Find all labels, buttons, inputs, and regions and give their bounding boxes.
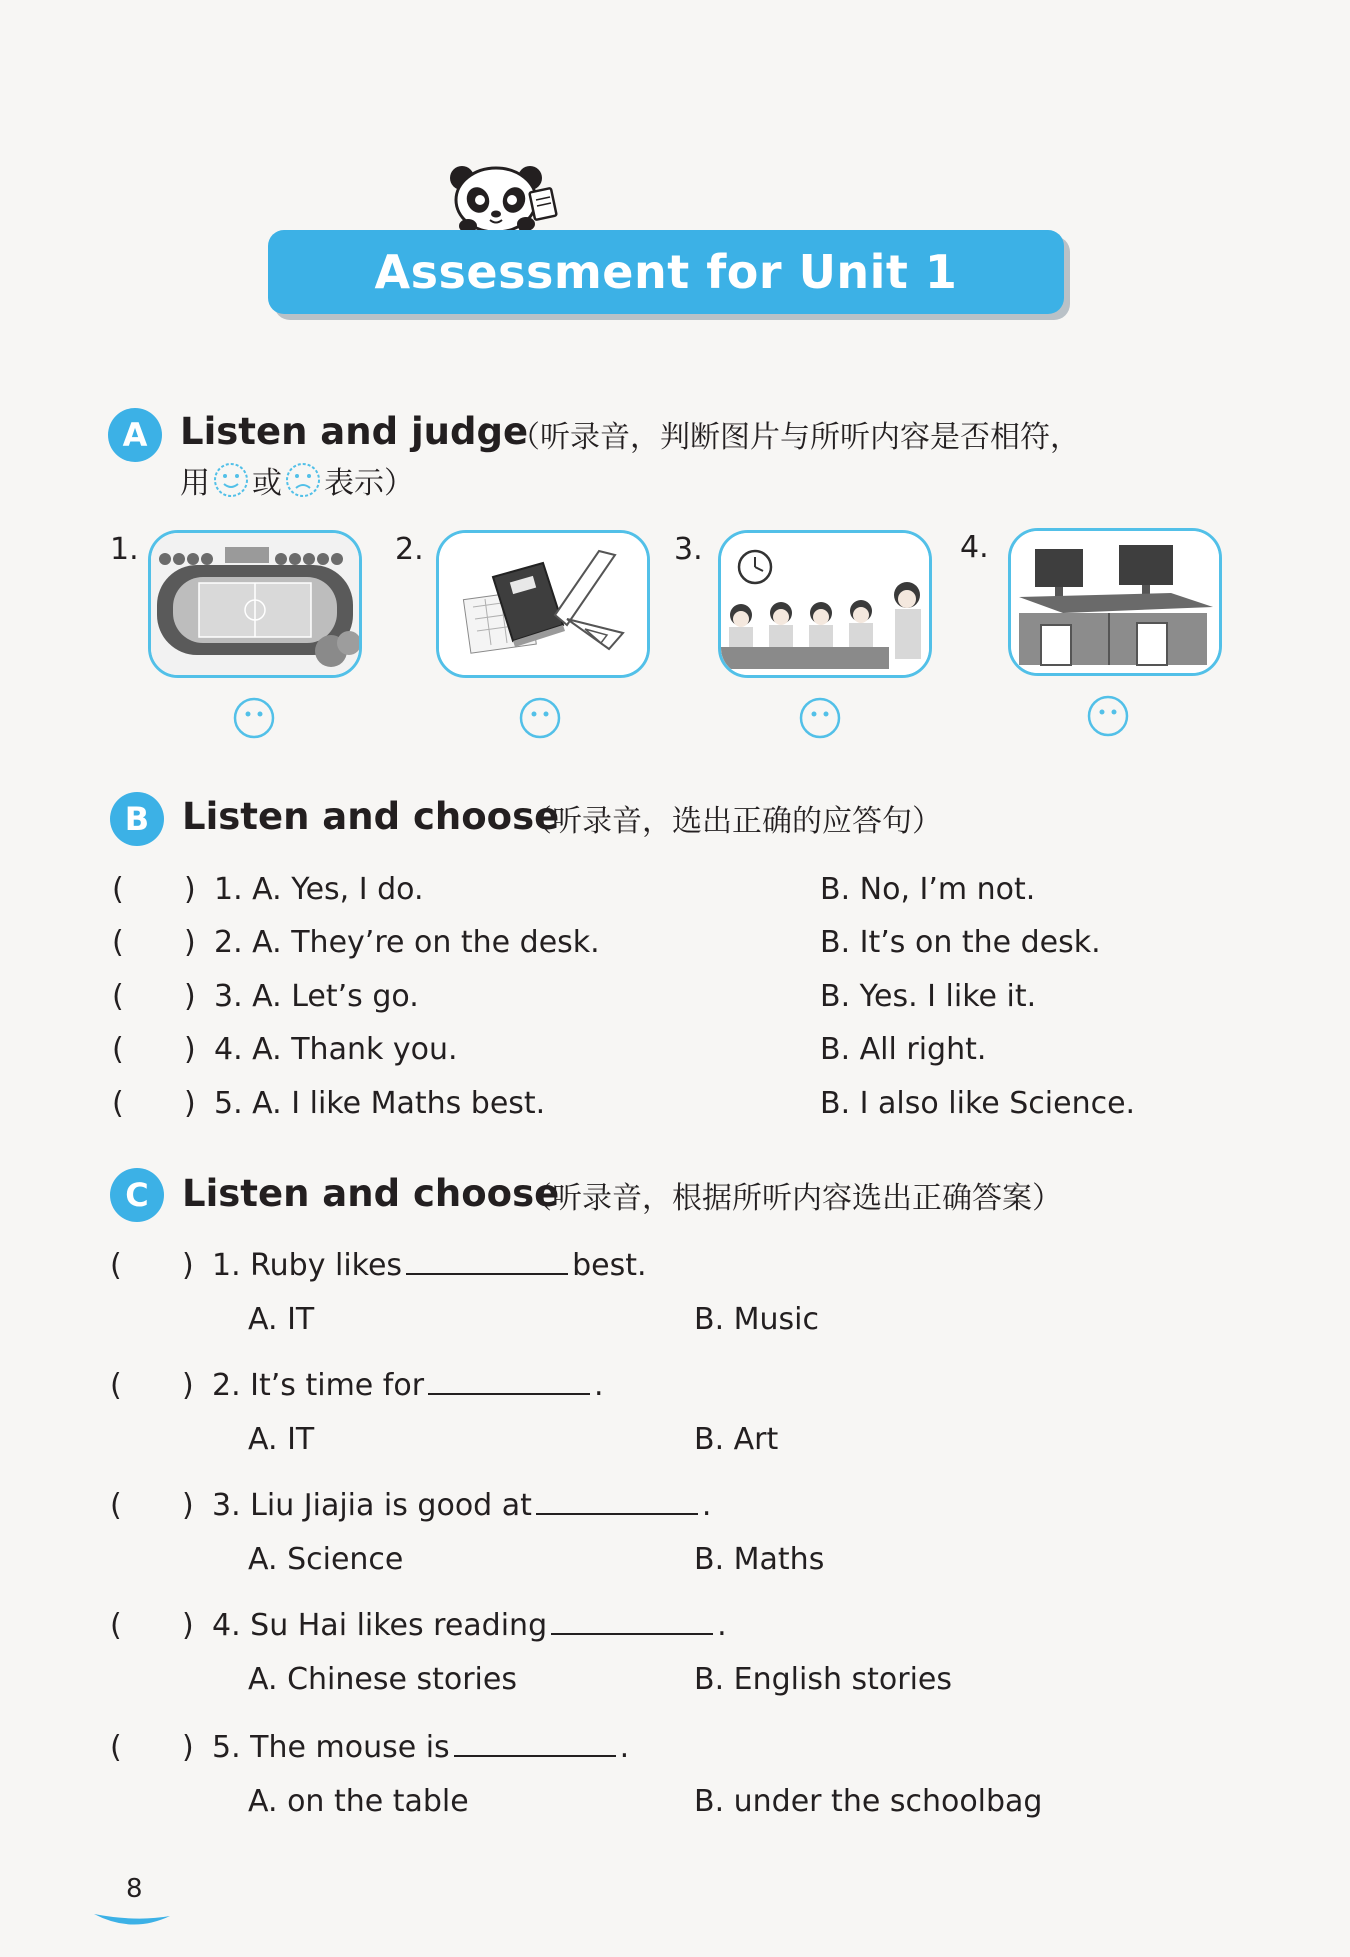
smiley-happy-icon — [212, 461, 250, 499]
question-stem — [212, 1248, 647, 1283]
title-banner — [268, 230, 1064, 314]
answer-blank — [536, 1489, 698, 1515]
answer-smiley-icon[interactable] — [1086, 694, 1130, 738]
section-c-badge: C — [110, 1168, 164, 1222]
section-a-instruction-line1: （听录音，判断图片与所听内容是否相符， — [510, 420, 1080, 455]
question-option-a: 3. A. Let’s go. — [214, 979, 419, 1014]
answer-smiley-icon[interactable] — [518, 696, 562, 740]
question-option-a: 1. A. Yes, I do. — [214, 872, 424, 907]
answer-paren-open[interactable]: ( — [110, 1488, 122, 1523]
question-stem — [212, 1608, 727, 1643]
answer-paren-close: ) — [182, 1368, 194, 1403]
answer-blank — [551, 1609, 713, 1635]
instruction-text-prefix: 用 — [180, 466, 210, 501]
computer-room-picture — [1008, 528, 1222, 676]
question-option-b: B. I also like Science. — [820, 1086, 1136, 1121]
option-b: B. Music — [694, 1302, 820, 1337]
answer-paren-open[interactable]: ( — [112, 872, 124, 907]
question-option-b: B. Yes. I like it. — [820, 979, 1037, 1014]
answer-paren-close: ) — [182, 1730, 194, 1765]
answer-blank — [428, 1369, 590, 1395]
question-stem — [212, 1368, 604, 1403]
book-and-rulers-picture — [436, 530, 650, 678]
section-c-instruction: （听录音，根据所听内容选出正确答案） — [522, 1181, 1062, 1216]
answer-smiley-icon[interactable] — [232, 696, 276, 740]
item-number: 3. — [674, 532, 703, 567]
option-b: B. Art — [694, 1422, 779, 1457]
question-option-a: 2. A. They’re on the desk. — [214, 925, 600, 960]
option-a: A. IT — [248, 1302, 315, 1337]
instruction-text-suffix: 表示） — [324, 466, 414, 501]
option-b: B. English stories — [694, 1662, 953, 1697]
question-stem-text: 1. Ruby likes — [212, 1248, 403, 1283]
page-number-swoosh-icon — [92, 1906, 172, 1930]
page-title: Assessment for Unit 1 — [374, 245, 958, 299]
answer-paren-open[interactable]: ( — [112, 979, 124, 1014]
answer-paren-close: ) — [184, 925, 196, 960]
question-stem-text: 3. Liu Jiajia is good at — [212, 1488, 532, 1523]
question-option-a: 4. A. Thank you. — [214, 1032, 458, 1067]
section-b-badge: B — [110, 792, 164, 846]
question-stem-text: 4. Su Hai likes reading — [212, 1608, 548, 1643]
question-stem-ending: . — [701, 1488, 712, 1523]
answer-paren-close: ) — [184, 979, 196, 1014]
answer-paren-open[interactable]: ( — [110, 1730, 122, 1765]
question-stem-ending: . — [717, 1608, 727, 1643]
smiley-sad-icon — [284, 461, 322, 499]
question-option-a: 5. A. I like Maths best. — [214, 1086, 546, 1121]
question-stem-ending: . — [619, 1730, 630, 1765]
section-a-badge: A — [108, 408, 162, 462]
question-stem-text: 5. The mouse is — [212, 1730, 450, 1765]
option-a: A. IT — [248, 1422, 315, 1457]
section-c-title: Listen and choose — [182, 1172, 560, 1215]
option-b: B. under the schoolbag — [694, 1784, 1043, 1819]
sports-field-picture — [148, 530, 362, 678]
option-a: A. Chinese stories — [248, 1662, 517, 1697]
section-b-instruction: （听录音，选出正确的应答句） — [522, 804, 942, 839]
instruction-text-or: 或 — [252, 466, 282, 501]
item-number: 2. — [395, 532, 424, 567]
option-a: A. on the table — [248, 1784, 469, 1819]
answer-paren-close: ) — [184, 1032, 196, 1067]
answer-blank — [406, 1249, 568, 1275]
answer-blank — [454, 1731, 616, 1757]
classroom-picture — [718, 530, 932, 678]
question-stem-ending: . — [594, 1368, 604, 1403]
section-b-title: Listen and choose — [182, 795, 560, 838]
answer-paren-close: ) — [184, 1086, 196, 1121]
answer-paren-close: ) — [182, 1248, 194, 1283]
answer-paren-open[interactable]: ( — [110, 1248, 122, 1283]
item-number: 1. — [110, 532, 139, 567]
question-stem-ending: best. — [572, 1248, 647, 1283]
item-number: 4. — [960, 530, 989, 565]
option-b: B. Maths — [694, 1542, 825, 1577]
question-stem-text: 2. It’s time for — [212, 1368, 425, 1403]
section-a-title: Listen and judge — [180, 410, 529, 453]
section-a-instruction-line2 — [180, 458, 414, 502]
answer-paren-close: ) — [182, 1608, 194, 1643]
question-stem — [212, 1730, 629, 1765]
question-option-b: B. All right. — [820, 1032, 987, 1067]
answer-smiley-icon[interactable] — [798, 696, 842, 740]
answer-paren-open[interactable]: ( — [110, 1608, 122, 1643]
answer-paren-open[interactable]: ( — [112, 925, 124, 960]
question-option-b: B. No, I’m not. — [820, 872, 1036, 907]
answer-paren-close: ) — [184, 872, 196, 907]
answer-paren-open[interactable]: ( — [112, 1032, 124, 1067]
option-a: A. Science — [248, 1542, 404, 1577]
question-option-b: B. It’s on the desk. — [820, 925, 1101, 960]
answer-paren-close: ) — [182, 1488, 194, 1523]
answer-paren-open[interactable]: ( — [110, 1368, 122, 1403]
answer-paren-open[interactable]: ( — [112, 1086, 124, 1121]
question-stem — [212, 1488, 711, 1523]
page-number: 8 — [126, 1874, 143, 1904]
